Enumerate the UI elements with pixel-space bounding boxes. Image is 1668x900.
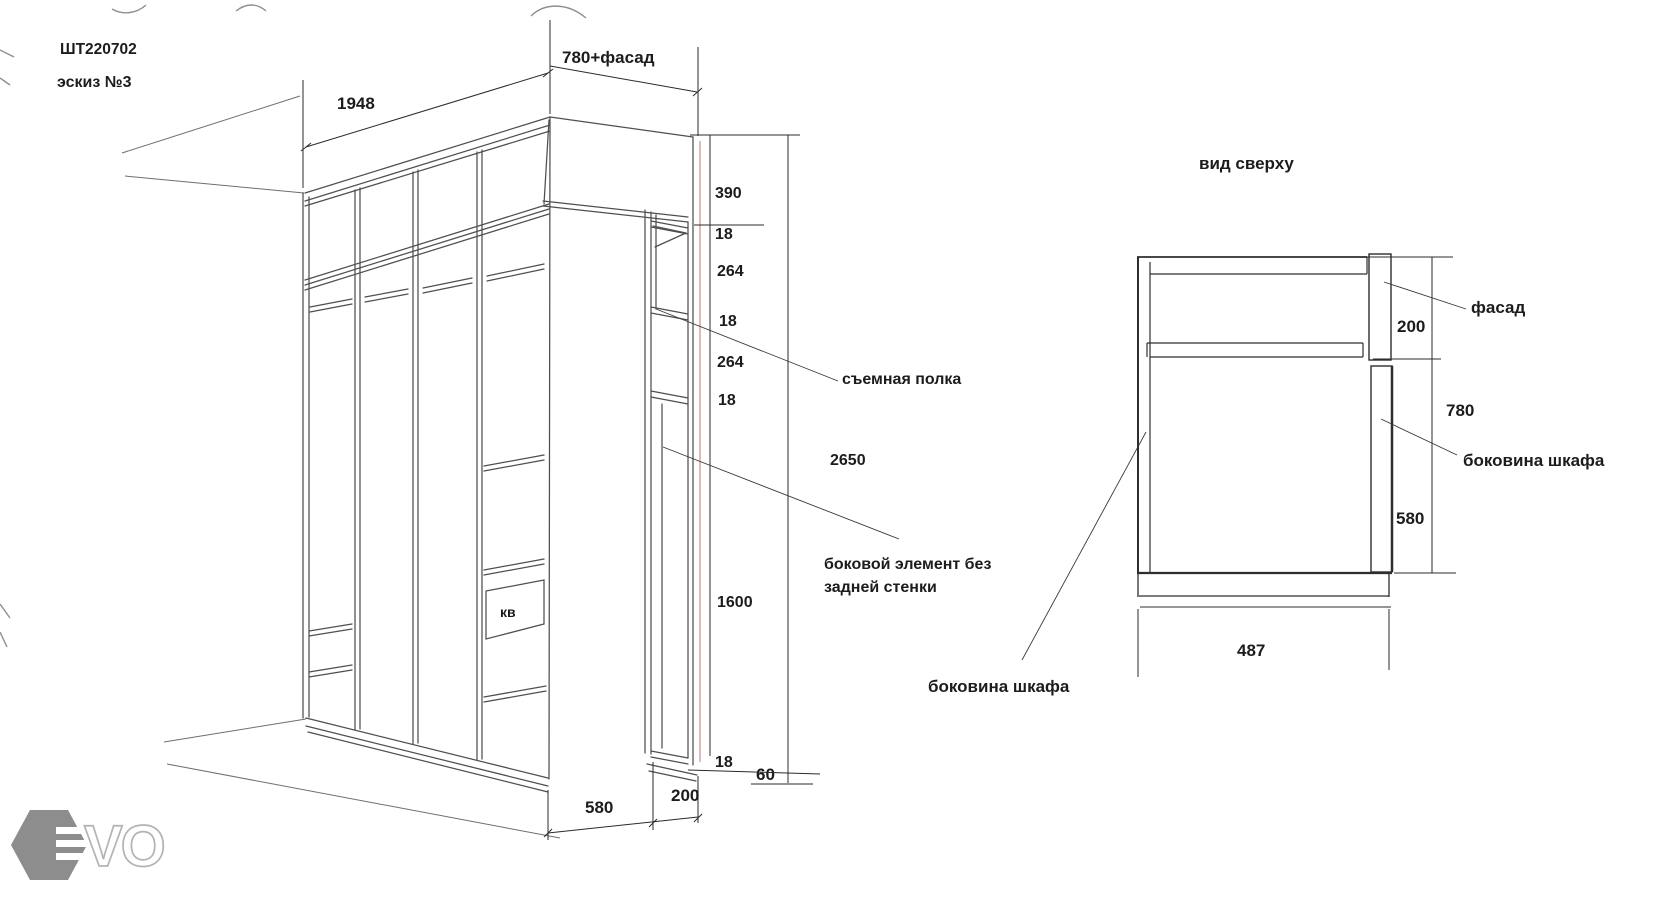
top-view-callouts [1381, 282, 1605, 470]
dim-1948: 1948 [337, 94, 375, 113]
top-view-outline [1137, 254, 1392, 607]
label-removable-shelf: съемная полка [842, 371, 962, 388]
dim-200-top: 200 [1397, 317, 1426, 336]
logo-letters: VO [84, 814, 164, 879]
dim-60: 60 [756, 765, 775, 784]
chain-264a: 264 [717, 263, 744, 280]
side-panel-bar [1371, 366, 1392, 572]
dim-580-top: 580 [1396, 509, 1425, 528]
basket-box [486, 580, 544, 639]
edge-artifacts [0, 5, 586, 647]
top-view [1137, 154, 1605, 677]
basket-label: кв [500, 604, 516, 620]
dim-487: 487 [1237, 641, 1266, 660]
top-view-dims [1138, 257, 1474, 677]
dim-width [301, 69, 553, 188]
dim-200: 200 [671, 786, 700, 805]
dim-bottom-depth [544, 762, 702, 840]
facade-panel [1369, 254, 1391, 360]
chain-264b: 264 [717, 354, 744, 371]
dim-780-fasad: 780+фасад [562, 48, 655, 67]
chain-18a: 18 [715, 226, 733, 243]
label-facade: фасад [1471, 298, 1526, 317]
chain-390: 390 [715, 185, 742, 202]
label-side-panel-right: боковина шкафа [1463, 451, 1605, 470]
chain-18b: 18 [719, 313, 737, 330]
interior-shelves [309, 264, 546, 702]
label-side-element-1: боковой элемент без [824, 556, 992, 573]
dim-2650: 2650 [830, 452, 866, 469]
dim-780-top: 780 [1446, 401, 1475, 420]
dim-580: 580 [585, 798, 614, 817]
cabinet-front [303, 117, 550, 792]
partitions [355, 150, 482, 760]
right-face [543, 117, 700, 765]
title-block [57, 41, 137, 91]
dim-18-bottom: 18 [715, 754, 733, 771]
dim-chain [688, 135, 866, 784]
chain-18c: 18 [718, 392, 736, 409]
label-side-panel-left: боковина шкафа [928, 677, 1070, 696]
top-view-title: вид сверху [1199, 154, 1294, 173]
evo-logo [11, 810, 164, 880]
project-code: ШТ220702 [60, 41, 137, 58]
side-element [645, 210, 697, 781]
sketch-number: эскиз №3 [57, 74, 132, 91]
dim-1600: 1600 [717, 594, 753, 611]
dim-depth-total [550, 20, 702, 136]
label-side-element-2: задней стенки [824, 579, 937, 596]
perspective-view [122, 20, 1146, 840]
